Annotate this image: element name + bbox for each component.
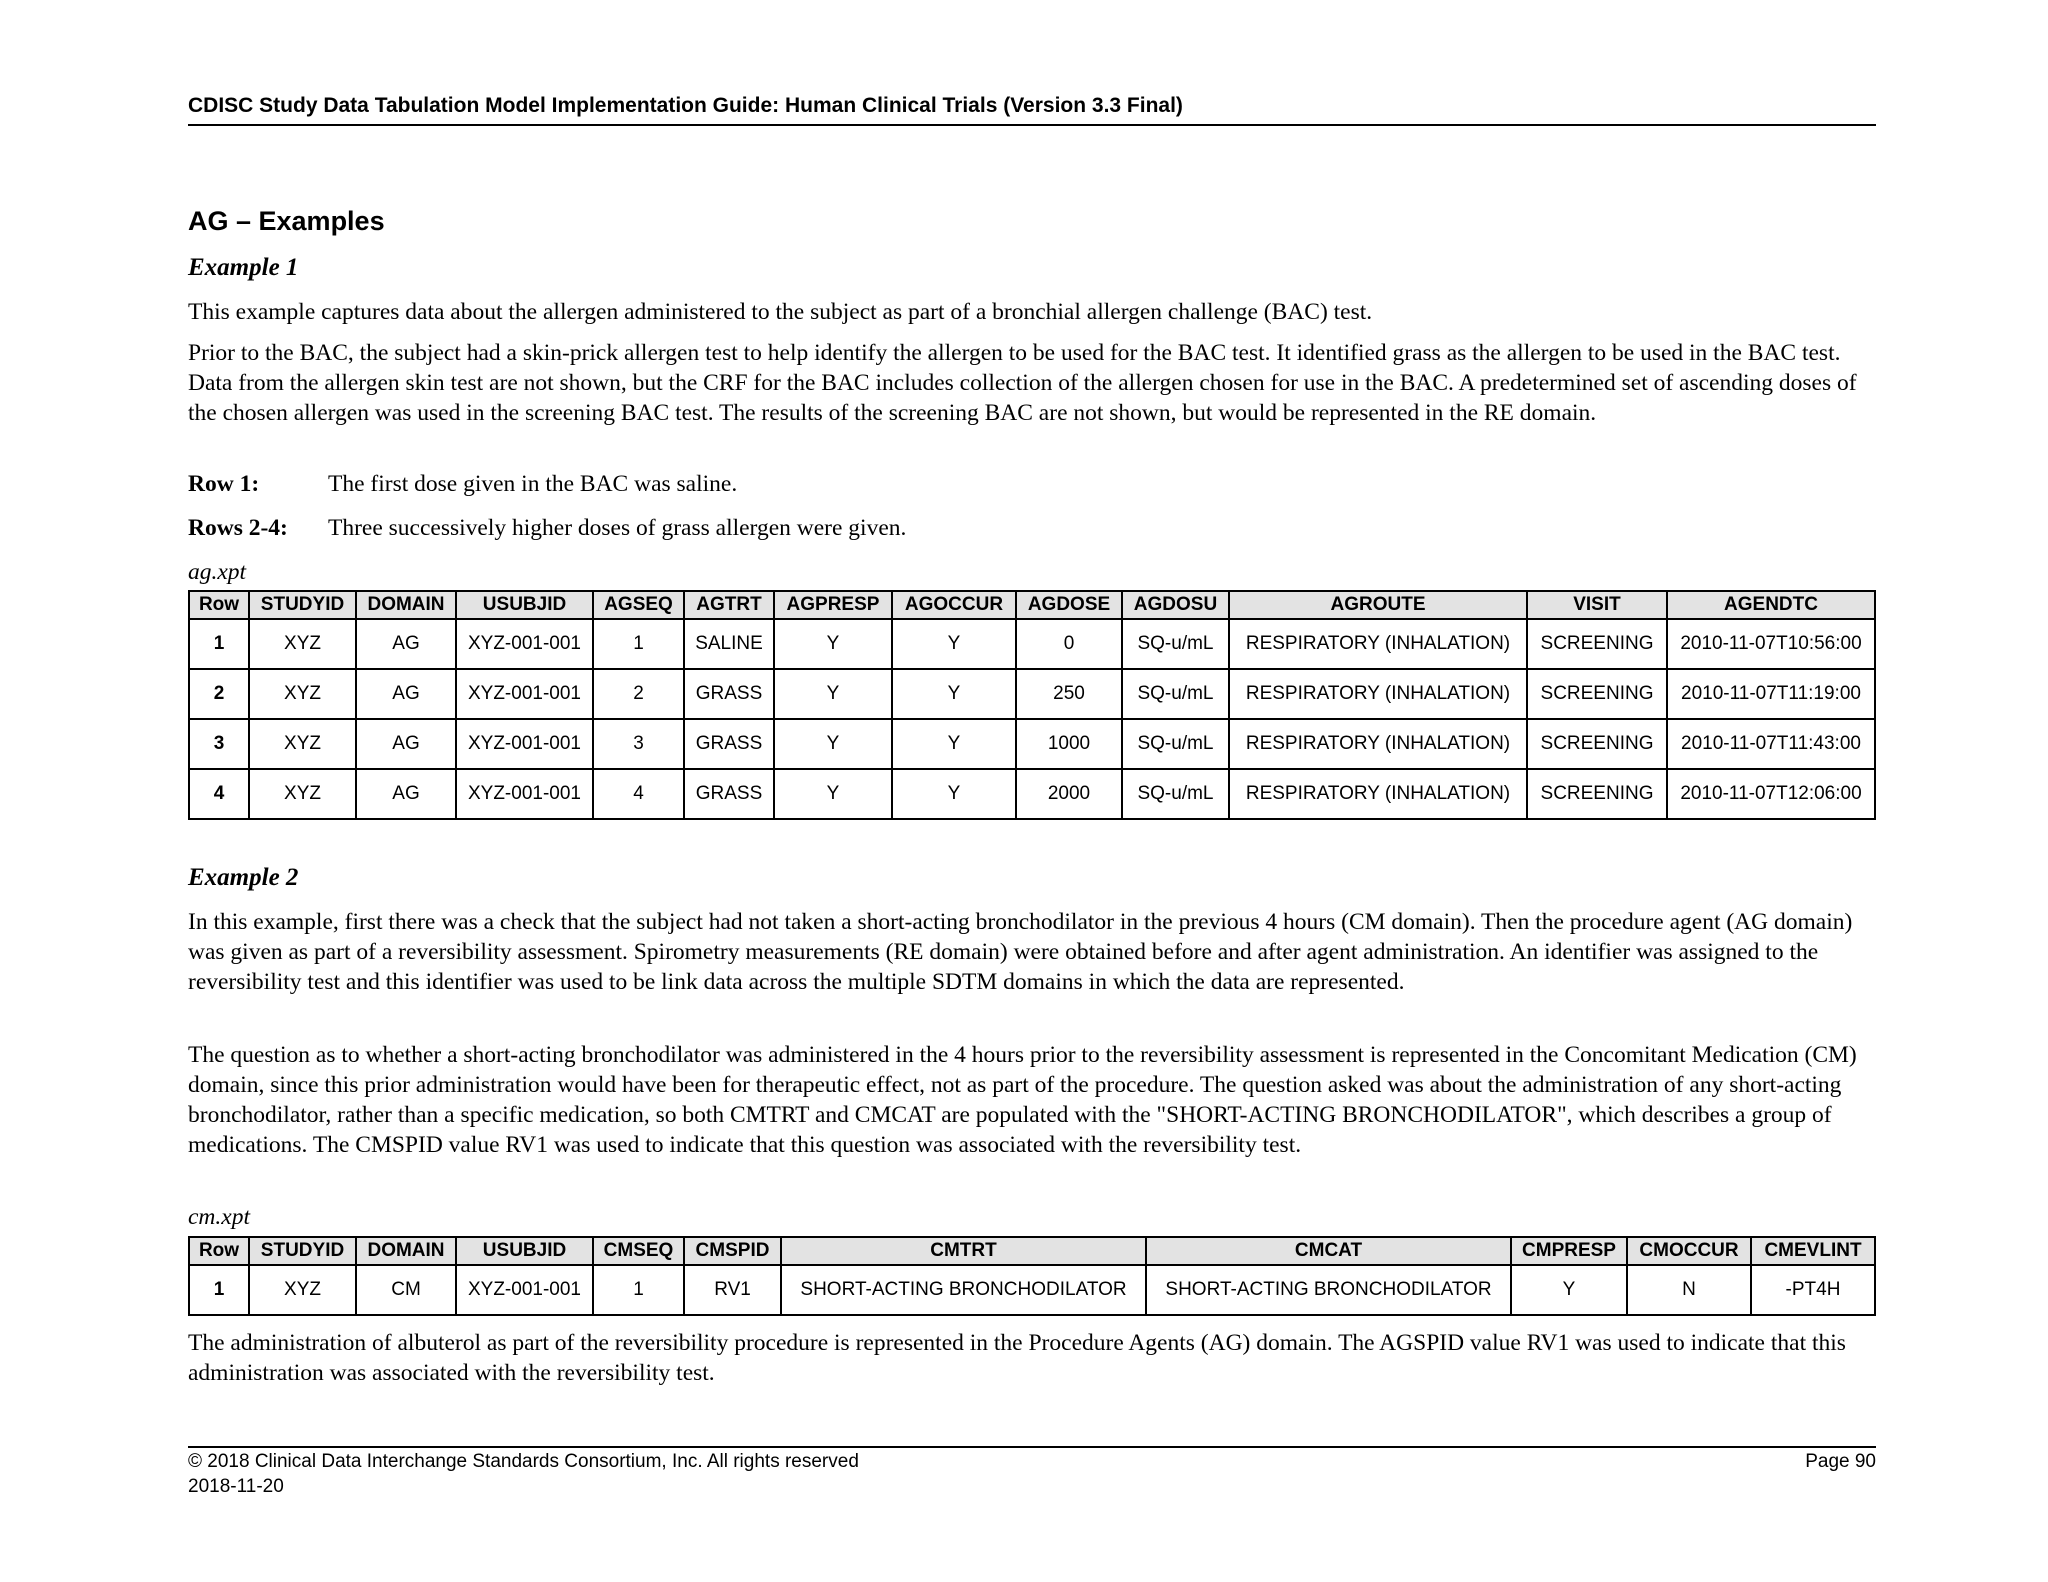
table-cell-agdose: 250 [1016,669,1122,719]
column-header-visit: VISIT [1527,591,1667,619]
table-cell-cmcat: SHORT-ACTING BRONCHODILATOR [1146,1265,1511,1315]
section-title: AG – Examples [188,206,385,236]
table-cell-agroute: RESPIRATORY (INHALATION) [1229,769,1527,819]
ag-filename: ag.xpt [188,559,247,585]
column-header-cmcat: CMCAT [1146,1237,1511,1265]
table-cell-usubjid: XYZ-001-001 [456,619,593,669]
table-cell-agdosu: SQ-u/mL [1122,769,1229,819]
table-cell-row: 2 [189,669,249,719]
table-cell-agseq: 3 [593,719,684,769]
column-header-row: Row [189,591,249,619]
column-header-usubjid: USUBJID [456,591,593,619]
table-cell-agoccur: Y [892,719,1016,769]
table-cell-studyid: XYZ [249,719,356,769]
table-cell-domain: AG [356,769,456,819]
column-header-cmtrt: CMTRT [781,1237,1146,1265]
table-cell-visit: SCREENING [1527,619,1667,669]
table-cell-domain: CM [356,1265,456,1315]
table-cell-agoccur: Y [892,669,1016,719]
rows-2-4-label: Rows 2-4: [188,515,288,541]
column-header-agpresp: AGPRESP [774,591,892,619]
column-header-cmspid: CMSPID [684,1237,781,1265]
table-cell-usubjid: XYZ-001-001 [456,719,593,769]
table-cell-studyid: XYZ [249,1265,356,1315]
column-header-cmpresp: CMPRESP [1511,1237,1627,1265]
footer-date: 2018-11-20 [188,1476,284,1497]
table-cell-domain: AG [356,669,456,719]
table-cell-agdosu: SQ-u/mL [1122,669,1229,719]
cm-table [188,1236,1876,1316]
table-cell-agseq: 2 [593,669,684,719]
table-cell-cmoccur: N [1627,1265,1751,1315]
table-cell-agseq: 1 [593,619,684,669]
column-header-agroute: AGROUTE [1229,591,1527,619]
column-header-row: Row [189,1237,249,1265]
table-cell-agdosu: SQ-u/mL [1122,619,1229,669]
cm-header-row [189,1237,1875,1265]
table-cell-domain: AG [356,619,456,669]
table-cell-studyid: XYZ [249,769,356,819]
table-cell-visit: SCREENING [1527,719,1667,769]
table-cell-visit: SCREENING [1527,769,1667,819]
column-header-agtrt: AGTRT [684,591,774,619]
column-header-cmseq: CMSEQ [593,1237,684,1265]
table-cell-row: 3 [189,719,249,769]
table-cell-agtrt: SALINE [684,619,774,669]
table-cell-agroute: RESPIRATORY (INHALATION) [1229,669,1527,719]
example-1-paragraph-1: This example captures data about the allergen administered to the subject as part of a bronchial allergen challenge (BAC) test. [188,299,1373,325]
table-cell-agtrt: GRASS [684,769,774,819]
table-cell-agendtc: 2010-11-07T11:19:00 [1667,669,1875,719]
table-cell-agendtc: 2010-11-07T12:06:00 [1667,769,1875,819]
table-cell-agoccur: Y [892,619,1016,669]
footer-page-number: Page 90 [1805,1451,1876,1472]
table-row [189,719,1875,769]
table-cell-usubjid: XYZ-001-001 [456,1265,593,1315]
table-cell-agendtc: 2010-11-07T11:43:00 [1667,719,1875,769]
column-header-agdosu: AGDOSU [1122,591,1229,619]
table-cell-agseq: 4 [593,769,684,819]
column-header-cmevlint: CMEVLINT [1751,1237,1875,1265]
table-cell-visit: SCREENING [1527,669,1667,719]
table-row [189,669,1875,719]
row-1-label: Row 1: [188,471,260,497]
example-1-paragraph-2: Prior to the BAC, the subject had a skin-prick allergen test to help identify the allergen to be used for the BAC test. It identified grass as the allergen to be used in the BAC test. Data from the allergen skin test are not shown, but the CRF for the BAC includes collection of the allergen chosen for use in the BAC. A predetermined set of ascending doses of the chosen allergen was used in the screening BAC test. The results of the screening BAC are not shown, but would be represented in the RE domain. [188,340,1857,426]
table-cell-agpresp: Y [774,619,892,669]
table-row [189,619,1875,669]
example-1-title: Example 1 [188,254,299,281]
column-header-agdose: AGDOSE [1016,591,1122,619]
table-cell-cmtrt: SHORT-ACTING BRONCHODILATOR [781,1265,1146,1315]
table-cell-studyid: XYZ [249,669,356,719]
table-row [189,1265,1875,1315]
table-cell-agpresp: Y [774,669,892,719]
table-cell-agpresp: Y [774,769,892,819]
example-2-paragraph-2: The question as to whether a short-acting bronchodilator was administered in the 4 hours prior to the reversibility assessment is represented in the Concomitant Medication (CM) domain, since this prior administration would have been for therapeutic effect, not as part of the procedure. The question asked was about the administration of any short-acting bronchodilator, rather than a specific medication, so both CMTRT and CMCAT are populated with the "SHORT-ACTING BRONCHODILATOR", which describes a group of medications. The CMSPID value RV1 was used to indicate that this question was associated with the reversibility test. [188,1042,1857,1158]
table-cell-agpresp: Y [774,719,892,769]
table-cell-row: 4 [189,769,249,819]
ag-table [188,590,1876,820]
document-title: CDISC Study Data Tabulation Model Implementation Guide: Human Clinical Trials (Version 3.3 Final) [188,94,1183,117]
table-cell-row: 1 [189,1265,249,1315]
table-cell-studyid: XYZ [249,619,356,669]
table-cell-agoccur: Y [892,769,1016,819]
column-header-studyid: STUDYID [249,591,356,619]
rows-2-4-text: Three successively higher doses of grass allergen were given. [328,515,907,541]
column-header-agendtc: AGENDTC [1667,591,1875,619]
table-cell-agendtc: 2010-11-07T10:56:00 [1667,619,1875,669]
table-cell-agroute: RESPIRATORY (INHALATION) [1229,619,1527,669]
table-cell-cmevlint: -PT4H [1751,1265,1875,1315]
table-cell-agdose: 2000 [1016,769,1122,819]
page-header [188,94,1876,126]
cm-filename: cm.xpt [188,1204,250,1230]
footer-copyright: © 2018 Clinical Data Interchange Standards Consortium, Inc. All rights reserved [188,1451,859,1472]
column-header-domain: DOMAIN [356,1237,456,1265]
example-2-paragraph-3: The administration of albuterol as part of the reversibility procedure is represented in the Procedure Agents (AG) domain. The AGSPID value RV1 was used to indicate that this administration was associated with the reversibility test. [188,1330,1846,1386]
table-cell-row: 1 [189,619,249,669]
ag-header-row [189,591,1875,619]
column-header-usubjid: USUBJID [456,1237,593,1265]
column-header-agseq: AGSEQ [593,591,684,619]
column-header-agoccur: AGOCCUR [892,591,1016,619]
row-1-note [188,471,737,498]
column-header-domain: DOMAIN [356,591,456,619]
column-header-cmoccur: CMOCCUR [1627,1237,1751,1265]
table-cell-usubjid: XYZ-001-001 [456,669,593,719]
table-cell-domain: AG [356,719,456,769]
example-2-paragraph-1: In this example, first there was a check that the subject had not taken a short-acting bronchodilator in the previous 4 hours (CM domain). Then the procedure agent (AG domain) was given as part of a reversibility assessment. Spirometry measurements (RE domain) were obtained before and after agent administration. An identifier was assigned to the reversibility test and this identifier was used to be link data across the multiple SDTM domains in which the data are represented. [188,909,1853,995]
table-cell-agtrt: GRASS [684,669,774,719]
column-header-studyid: STUDYID [249,1237,356,1265]
table-cell-agtrt: GRASS [684,719,774,769]
example-2-title: Example 2 [188,864,299,891]
table-cell-agroute: RESPIRATORY (INHALATION) [1229,719,1527,769]
table-row [189,769,1875,819]
table-cell-agdose: 1000 [1016,719,1122,769]
row-1-text: The first dose given in the BAC was saline. [328,471,738,497]
table-cell-agdose: 0 [1016,619,1122,669]
table-cell-cmpresp: Y [1511,1265,1627,1315]
table-cell-agdosu: SQ-u/mL [1122,719,1229,769]
rows-2-4-note [188,515,906,542]
table-cell-cmspid: RV1 [684,1265,781,1315]
table-cell-cmseq: 1 [593,1265,684,1315]
table-cell-usubjid: XYZ-001-001 [456,769,593,819]
footer-rule [188,1446,1876,1448]
